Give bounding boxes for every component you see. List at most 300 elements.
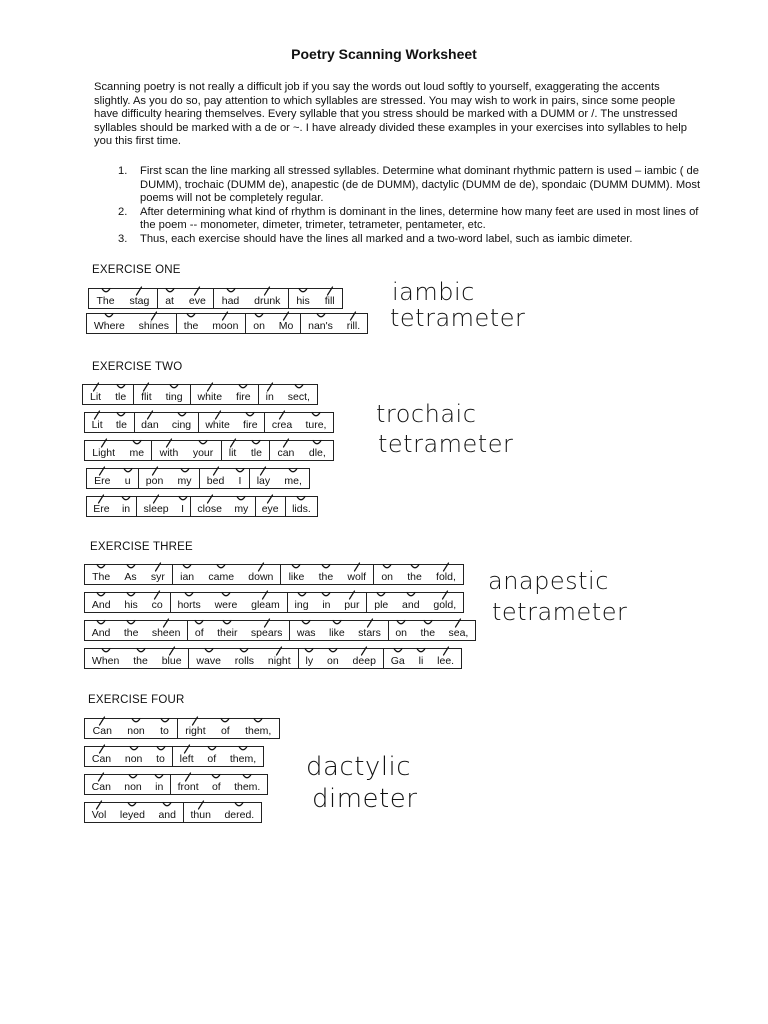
syllable xyxy=(298,649,320,668)
stress-mark xyxy=(260,590,271,600)
unstressed-mark xyxy=(225,286,236,296)
unstressed-mark xyxy=(131,438,142,448)
syllable-text: I xyxy=(238,475,242,487)
unstressed-mark xyxy=(216,562,227,572)
syllable-text: came xyxy=(208,571,235,583)
syllable-text: on xyxy=(381,571,393,583)
unstressed-mark xyxy=(131,716,142,726)
syllable-text: ian xyxy=(180,571,195,583)
syllable xyxy=(442,621,475,640)
syllable xyxy=(85,441,122,460)
syllable-text: non xyxy=(124,753,143,765)
stress-mark xyxy=(346,590,357,600)
syllable-text: dan xyxy=(141,419,159,431)
syllable xyxy=(118,775,149,794)
syllable-text: spears xyxy=(250,627,283,639)
syllable-text: sea, xyxy=(448,627,469,639)
syllable xyxy=(245,314,271,333)
syllable xyxy=(255,497,285,516)
syllable-text: pon xyxy=(145,475,164,487)
unstressed-mark xyxy=(409,562,420,572)
syllable-text: lay xyxy=(256,475,271,487)
syllable xyxy=(430,649,461,668)
unstressed-mark xyxy=(238,744,249,754)
syllable-text: left xyxy=(179,753,194,765)
stress-mark xyxy=(90,382,101,392)
syllable xyxy=(340,314,367,333)
syllable-text: u xyxy=(124,475,131,487)
unstressed-mark xyxy=(125,562,136,572)
syllable-text: front xyxy=(177,781,199,793)
syllable xyxy=(122,441,151,460)
unstressed-mark xyxy=(296,494,307,504)
exercise-four-line-3 xyxy=(84,774,268,795)
syllable-text: eve xyxy=(188,295,206,307)
unstressed-mark xyxy=(122,466,133,476)
exercise-one-line-2 xyxy=(86,313,368,334)
unstressed-mark xyxy=(298,286,309,296)
unstressed-mark xyxy=(321,590,332,600)
syllable-text: Ere xyxy=(93,503,110,515)
stress-mark xyxy=(96,772,107,782)
unstressed-mark xyxy=(203,646,214,656)
unstressed-mark xyxy=(96,618,107,628)
syllable-text: tle xyxy=(115,391,127,403)
syllable xyxy=(366,593,395,612)
syllable xyxy=(176,314,205,333)
syllable xyxy=(134,413,166,432)
syllable xyxy=(244,441,270,460)
syllable-text: white xyxy=(205,419,230,431)
syllable xyxy=(138,469,171,488)
syllable xyxy=(87,469,118,488)
syllable xyxy=(172,565,201,584)
unstressed-mark xyxy=(242,772,253,782)
syllable xyxy=(213,719,237,738)
syllable xyxy=(218,803,261,822)
syllable xyxy=(277,469,309,488)
syllable xyxy=(122,289,157,308)
unstressed-mark xyxy=(194,618,205,628)
stress-mark xyxy=(161,618,172,628)
syllable-text: nan's xyxy=(308,320,333,332)
syllable xyxy=(317,289,342,308)
syllable xyxy=(87,314,132,333)
unstressed-mark xyxy=(128,772,139,782)
syllable xyxy=(247,289,288,308)
syllable xyxy=(201,565,241,584)
syllable xyxy=(199,469,232,488)
syllable xyxy=(117,565,143,584)
unstressed-mark xyxy=(253,716,264,726)
syllable xyxy=(231,469,248,488)
syllable-text: Lit xyxy=(89,391,102,403)
stress-mark xyxy=(210,466,221,476)
stress-mark xyxy=(148,311,159,321)
syllable-text: ture, xyxy=(305,419,327,431)
unstressed-mark xyxy=(327,646,338,656)
syllable xyxy=(205,775,227,794)
syllable xyxy=(117,621,145,640)
unstressed-mark xyxy=(100,286,111,296)
unstressed-mark xyxy=(415,646,426,656)
exercise-three-answer-word-2: tetrameter xyxy=(492,598,628,626)
unstressed-mark xyxy=(315,311,326,321)
syllable xyxy=(346,649,383,668)
unstressed-mark xyxy=(376,590,387,600)
syllable-text: close xyxy=(197,503,222,515)
syllable xyxy=(205,314,245,333)
exercise-one-line-1 xyxy=(88,288,343,309)
instruction-step xyxy=(94,233,704,247)
syllable-text: fold, xyxy=(436,571,456,583)
step-text: Thus, each exercise should have the lines all marked and a two-word label, such as iambic dimeter. xyxy=(140,232,633,245)
syllable-text: I xyxy=(181,503,184,515)
stress-mark xyxy=(195,800,206,810)
stress-mark xyxy=(94,800,105,810)
unstressed-mark xyxy=(422,618,433,628)
unstressed-mark xyxy=(312,438,323,448)
unstressed-mark xyxy=(164,286,175,296)
syllable xyxy=(159,385,190,404)
syllable xyxy=(89,289,122,308)
unstressed-mark xyxy=(198,438,209,448)
syllable-text: me, xyxy=(284,475,302,487)
syllable-text: night xyxy=(267,655,291,667)
syllable xyxy=(186,441,221,460)
stress-mark xyxy=(163,438,174,448)
unstressed-mark xyxy=(184,590,195,600)
exercise-two-label: EXERCISE TWO xyxy=(92,361,183,373)
syllable xyxy=(188,649,227,668)
unstressed-mark xyxy=(206,744,217,754)
exercise-two-line-5 xyxy=(86,496,318,517)
syllable xyxy=(244,593,286,612)
stress-mark xyxy=(98,438,109,448)
syllable-text: in xyxy=(322,599,331,611)
syllable xyxy=(198,413,237,432)
syllable-text: Where xyxy=(93,320,125,332)
unstressed-mark xyxy=(126,618,137,628)
syllable-text: on xyxy=(327,655,339,667)
syllable xyxy=(132,314,176,333)
syllable xyxy=(229,385,258,404)
unstressed-mark xyxy=(251,438,262,448)
syllable xyxy=(145,593,170,612)
syllable-text: to xyxy=(160,725,169,737)
unstressed-mark xyxy=(234,800,245,810)
stress-mark xyxy=(265,494,276,504)
syllable xyxy=(300,314,340,333)
syllable-text: the xyxy=(133,655,148,667)
syllable-text: the xyxy=(183,320,199,332)
syllable-text: of xyxy=(194,627,204,639)
syllable-text: their xyxy=(217,627,238,639)
unstressed-mark xyxy=(169,382,180,392)
stress-mark xyxy=(141,382,152,392)
syllable-text: rolls xyxy=(234,655,255,667)
stress-mark xyxy=(134,286,145,296)
syllable-text: at xyxy=(165,295,174,307)
syllable xyxy=(85,719,120,738)
syllable-text: of xyxy=(207,753,217,765)
syllable xyxy=(175,497,190,516)
unstressed-mark xyxy=(115,382,126,392)
syllable xyxy=(299,413,333,432)
syllable-text: shines xyxy=(138,320,169,332)
syllable xyxy=(151,441,185,460)
syllable-text: syr xyxy=(150,571,165,583)
syllable xyxy=(201,747,224,766)
unstressed-mark xyxy=(235,466,246,476)
stress-mark xyxy=(453,618,464,628)
syllable-text: sect, xyxy=(287,391,310,403)
exercise-one-answer-word-2: tetrameter xyxy=(390,304,526,332)
syllable-text: co xyxy=(151,599,163,611)
syllable xyxy=(187,621,210,640)
syllable-text: stag xyxy=(129,295,150,307)
syllable-text: white xyxy=(197,391,223,403)
syllable-text: Mo xyxy=(278,320,294,332)
unstressed-mark xyxy=(104,311,115,321)
syllable xyxy=(351,621,387,640)
stress-mark xyxy=(351,562,362,572)
exercise-three-label: EXERCISE THREE xyxy=(90,541,193,553)
stress-mark xyxy=(96,494,107,504)
stress-mark xyxy=(280,438,291,448)
syllable-text: cing xyxy=(171,419,192,431)
syllable xyxy=(118,469,138,488)
syllable xyxy=(85,565,117,584)
syllable-text: Ere xyxy=(94,475,111,487)
syllable xyxy=(157,289,182,308)
stress-mark xyxy=(227,438,238,448)
instruction-step xyxy=(94,165,704,206)
stress-mark xyxy=(440,646,451,656)
syllable-text: fire xyxy=(243,419,258,431)
syllable xyxy=(152,719,176,738)
syllable xyxy=(109,413,133,432)
syllable-text: down xyxy=(248,571,274,583)
stress-mark xyxy=(152,562,163,572)
syllable xyxy=(227,775,267,794)
syllable-text: ting xyxy=(165,391,183,403)
syllable-text: ly xyxy=(305,655,314,667)
syllable-text: his xyxy=(296,295,310,307)
syllable-text: me xyxy=(129,447,145,459)
exercise-two-line-1 xyxy=(82,384,318,405)
syllable xyxy=(149,747,172,766)
syllable xyxy=(395,593,426,612)
syllable xyxy=(337,593,366,612)
exercise-four-label: EXERCISE FOUR xyxy=(88,694,185,706)
syllable xyxy=(83,385,108,404)
syllable xyxy=(118,747,149,766)
unstressed-mark xyxy=(291,562,302,572)
stress-mark xyxy=(274,646,285,656)
exercise-three-line-3 xyxy=(84,620,476,641)
syllable xyxy=(373,565,400,584)
step-number: 1. xyxy=(118,165,128,177)
syllable-text: ing xyxy=(294,599,309,611)
unstressed-mark xyxy=(159,716,170,726)
syllable xyxy=(429,565,463,584)
exercise-three-answer-word-1: anapestic xyxy=(488,567,609,595)
syllable xyxy=(340,565,373,584)
syllable xyxy=(228,497,254,516)
syllable-text: the xyxy=(407,571,422,583)
syllable xyxy=(85,593,117,612)
syllable xyxy=(302,441,333,460)
unstressed-mark xyxy=(162,800,173,810)
syllable-text: Ga xyxy=(390,655,405,667)
syllable-text: his xyxy=(124,599,138,611)
syllable xyxy=(210,621,244,640)
syllable-text: tle xyxy=(250,447,262,459)
syllable-text: ple xyxy=(374,599,389,611)
syllable xyxy=(272,314,300,333)
syllable xyxy=(208,593,245,612)
unstressed-mark xyxy=(154,772,165,782)
exercise-four-answer-word-2: dimeter xyxy=(312,784,418,814)
syllable xyxy=(414,621,442,640)
syllable-text: li xyxy=(418,655,424,667)
syllable xyxy=(190,385,230,404)
syllable-text: right xyxy=(185,725,206,737)
syllable-text: And xyxy=(91,599,111,611)
syllable xyxy=(85,413,109,432)
syllable xyxy=(120,719,153,738)
syllable xyxy=(280,565,311,584)
unstressed-mark xyxy=(177,494,188,504)
unstressed-mark xyxy=(293,382,304,392)
step-number: 3. xyxy=(118,232,128,245)
unstressed-mark xyxy=(288,466,299,476)
unstressed-mark xyxy=(100,646,111,656)
syllable xyxy=(412,649,431,668)
syllable xyxy=(113,803,152,822)
unstressed-mark xyxy=(222,618,233,628)
syllable xyxy=(85,747,118,766)
syllable xyxy=(133,385,158,404)
syllable-text: thun xyxy=(190,809,211,821)
syllable xyxy=(285,497,317,516)
syllable-text: The xyxy=(92,571,111,583)
step-number: 2. xyxy=(118,205,128,218)
syllable xyxy=(311,565,340,584)
unstressed-mark xyxy=(126,590,137,600)
stress-mark xyxy=(97,466,108,476)
syllable xyxy=(87,497,116,516)
exercise-four-line-2 xyxy=(84,746,264,767)
instruction-steps xyxy=(94,165,704,247)
stress-mark xyxy=(281,311,292,321)
syllable xyxy=(145,621,187,640)
syllable xyxy=(108,385,133,404)
unstressed-mark xyxy=(127,800,138,810)
syllable xyxy=(269,441,301,460)
exercise-two-answer-word-2: tetrameter xyxy=(378,430,514,458)
exercise-two-answer-word-1: trochaic xyxy=(376,400,477,428)
syllable xyxy=(126,649,154,668)
syllable-text: can xyxy=(277,447,295,459)
unstressed-mark xyxy=(239,646,250,656)
stress-mark xyxy=(152,590,163,600)
stress-mark xyxy=(204,494,215,504)
stress-mark xyxy=(359,646,370,656)
exercise-three-line-1 xyxy=(84,564,464,585)
syllable-text: your xyxy=(192,447,214,459)
stress-mark xyxy=(439,590,450,600)
unstressed-mark xyxy=(128,744,139,754)
stress-mark xyxy=(261,618,272,628)
syllable-text: of xyxy=(211,781,221,793)
syllable-text: gleam xyxy=(251,599,280,611)
syllable xyxy=(237,719,279,738)
exercise-three-line-4 xyxy=(84,648,462,669)
syllable xyxy=(85,649,126,668)
syllable-text: them. xyxy=(234,781,261,793)
syllable xyxy=(165,413,197,432)
stress-mark xyxy=(166,646,177,656)
syllable-text: dered. xyxy=(224,809,255,821)
unstressed-mark xyxy=(238,382,249,392)
syllable-text: Lit xyxy=(91,419,103,431)
unstressed-mark xyxy=(392,646,403,656)
syllable-text: lit xyxy=(228,447,237,459)
stress-mark xyxy=(144,410,155,420)
syllable xyxy=(426,593,463,612)
step-text: First scan the line marking all stressed syllables. Determine what dominant rhythmic pattern is used – iambic ( de DUMM), trochaic (DUMM de), anapestic (de de DUMM), dactylic (DUMM de de), spondaic (DUMM DUMM). Most poems will not be completely regular. xyxy=(140,165,701,205)
unstressed-mark xyxy=(382,562,393,572)
stress-mark xyxy=(258,466,269,476)
syllable-text: stars xyxy=(358,627,381,639)
stress-mark xyxy=(262,286,273,296)
syllable xyxy=(258,385,281,404)
stress-mark xyxy=(264,382,275,392)
stress-mark xyxy=(348,311,359,321)
syllable-text: moon xyxy=(212,320,239,332)
unstressed-mark xyxy=(179,466,190,476)
syllable-text: on xyxy=(395,627,408,639)
syllable-text: non xyxy=(124,781,142,793)
exercise-four-line-4 xyxy=(84,802,262,823)
syllable-text: When xyxy=(91,655,120,667)
syllable-text: Can xyxy=(92,725,112,737)
syllable-text: dle, xyxy=(308,447,326,459)
unstressed-mark xyxy=(245,410,256,420)
syllable-text: in xyxy=(265,391,274,403)
syllable-text: like xyxy=(328,627,345,639)
unstressed-mark xyxy=(220,716,231,726)
stress-mark xyxy=(440,562,451,572)
syllable-text: gold, xyxy=(433,599,457,611)
syllable xyxy=(190,497,228,516)
unstressed-mark xyxy=(310,410,321,420)
unstressed-mark xyxy=(96,590,107,600)
unstressed-mark xyxy=(186,311,197,321)
exercise-two-line-3 xyxy=(84,440,334,461)
unstressed-mark xyxy=(405,590,416,600)
syllable-text: on xyxy=(253,320,265,332)
syllable xyxy=(228,649,261,668)
syllable-text: pur xyxy=(344,599,360,611)
syllable xyxy=(144,565,172,584)
syllable xyxy=(264,413,299,432)
syllable-text: my xyxy=(177,475,192,487)
worksheet-title: Poetry Scanning Worksheet xyxy=(291,46,477,62)
syllable-text: drunk xyxy=(254,295,281,307)
